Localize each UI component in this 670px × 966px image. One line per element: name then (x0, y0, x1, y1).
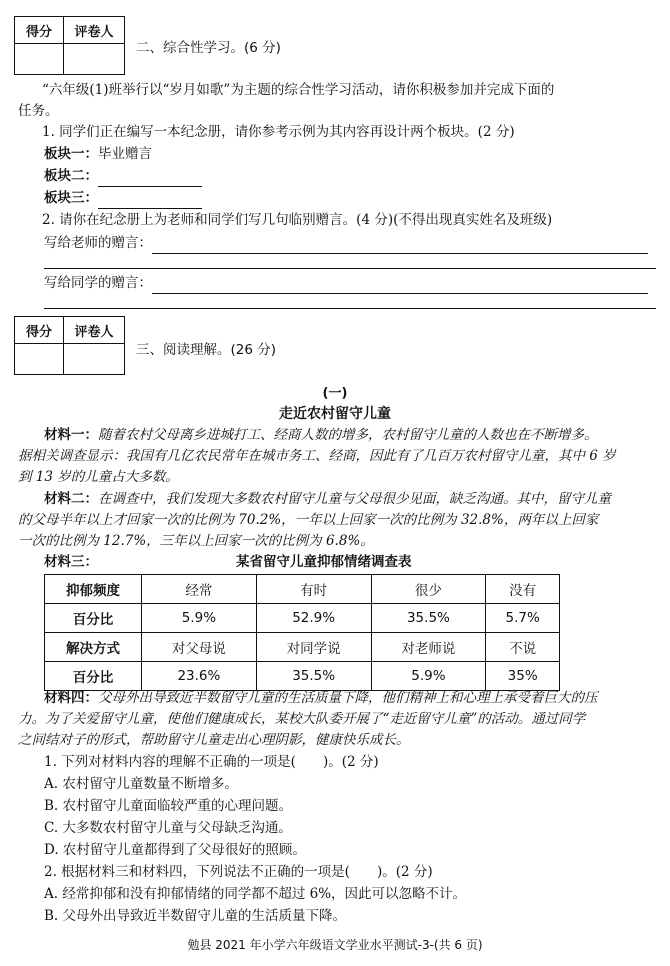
table-cell: 35.5% (371, 604, 486, 633)
score-input-cell[interactable] (15, 344, 64, 375)
table-cell: 百分比 (45, 604, 142, 633)
section3-q2: 2. 根据材料三和材料四，下列说法不正确的一项是( )。(2 分) (44, 864, 433, 880)
q2-option-a: A. 经常抑郁和没有抑郁情绪的同学都不超过 6%，因此可以忽略不计。 (44, 886, 467, 902)
q2-option-b: B. 父母外出导致近半数留守儿童的生活质量下降。 (44, 908, 347, 924)
score-box-section2 (14, 16, 125, 75)
score-label: 得分 (15, 17, 64, 44)
page-footer: 勉县 2021 年小学六年级语文学业水平测试-3-(共 6 页) (187, 938, 483, 952)
q1-option-b: B. 农村留守儿童面临较严重的心理问题。 (44, 798, 293, 814)
section2-title: 二、综合性学习。(6 分) (136, 40, 281, 56)
material1-line1: 材料一：随着农村父母离乡进城打工、经商人数的增多，农村留守儿童的人数也在不断增多。 (44, 427, 598, 443)
table-cell: 不说 (486, 633, 560, 662)
grader-input-cell[interactable] (64, 344, 125, 375)
score-input-cell[interactable] (15, 44, 64, 75)
section2-intro-2: 任务。 (18, 103, 59, 119)
material1-line2: 据相关调查显示：我国有几亿农民常年在城市务工、经商，因此有了几百万农村留守儿童，其中 6 岁 (18, 448, 616, 464)
score-label: 得分 (15, 317, 64, 344)
table-cell: 5.9% (371, 662, 486, 691)
to-classmate-line[interactable] (152, 279, 648, 294)
material2-line2: 的父母半年以上才回家一次的比例为 70.2%，一年以上回家一次的比例为 32.8%，两年以上回家 (18, 512, 599, 528)
table-cell: 百分比 (45, 662, 142, 691)
material4-line2: 力。为了关爱留守儿童，使他们健康成长，某校大队委开展了“走近留守儿童”的活动。通过同学 (18, 711, 586, 727)
block3-label: 板块三： (44, 190, 98, 206)
table-cell: 没有 (486, 575, 560, 604)
survey-table (44, 574, 560, 691)
block2-label: 板块二： (44, 168, 98, 184)
table-row (45, 575, 560, 604)
material2-line3: 一次的比例为 12.7%，三年以上回家一次的比例为 6.8%。 (18, 533, 374, 549)
material2-label: 材料二： (44, 491, 98, 507)
table-cell: 有时 (256, 575, 371, 604)
table-cell: 对父母说 (142, 633, 257, 662)
table-cell: 对同学说 (256, 633, 371, 662)
to-classmate-label: 写给同学的赠言： (44, 275, 152, 291)
score-box-section3 (14, 316, 125, 375)
table-cell: 对老师说 (371, 633, 486, 662)
block1-value: 毕业赠言 (98, 146, 152, 162)
table-cell: 经常 (142, 575, 257, 604)
classmate-second-line[interactable] (44, 308, 656, 309)
table-cell: 35% (486, 662, 560, 691)
grader-label: 评卷人 (64, 17, 125, 44)
material3-label: 材料三： (44, 554, 98, 570)
block1-label: 板块一： (44, 146, 98, 162)
q1-option-d: D. 农村留守儿童都得到了父母很好的照顾。 (44, 842, 306, 858)
table-cell: 23.6% (142, 662, 257, 691)
section3-title: 三、阅读理解。(26 分) (136, 342, 277, 358)
material4-line1: 材料四：父母外出导致近半数留守儿童的生活质量下降，他们精神上和心理上承受着巨大的压 (44, 690, 598, 706)
q1-option-c: C. 大多数农村留守儿童与父母缺乏沟通。 (44, 820, 292, 836)
section2-q1: 1. 同学们正在编写一本纪念册，请你参考示例为其内容再设计两个板块。(2 分) (42, 124, 515, 140)
section2-intro-1: “六年级(1)班举行以“岁月如歌”为主题的综合性学习活动，请你积极参加并完成下面的 (42, 82, 555, 98)
table-row (45, 633, 560, 662)
section3-q1: 1. 下列对材料内容的理解不正确的一项是( )。(2 分) (44, 754, 379, 770)
table-cell: 很少 (371, 575, 486, 604)
material1-line3: 到 13 岁的儿童占大多数。 (18, 469, 179, 485)
teacher-row (44, 233, 656, 254)
block3-answer-line[interactable] (98, 194, 202, 209)
q1-option-a: A. 农村留守儿童数量不断增多。 (44, 776, 238, 792)
material4-line3: 之间结对子的形式，帮助留守儿童走出心理阴影，健康快乐成长。 (18, 732, 410, 748)
block1-row (44, 144, 656, 165)
article-title: 走近农村留守儿童 (279, 406, 391, 422)
table-cell: 5.9% (142, 604, 257, 633)
table-cell: 抑郁频度 (45, 575, 142, 604)
table-cell: 解决方式 (45, 633, 142, 662)
teacher-second-line[interactable] (44, 268, 656, 269)
table-row (45, 662, 560, 691)
material4-label: 材料四： (44, 690, 98, 706)
table-row (45, 604, 560, 633)
grader-label: 评卷人 (64, 317, 125, 344)
survey-table-title: 某省留守儿童抑郁情绪调查表 (236, 554, 412, 570)
table-cell: 52.9% (256, 604, 371, 633)
to-teacher-label: 写给老师的赠言： (44, 235, 152, 251)
block2-row (44, 166, 656, 187)
grader-input-cell[interactable] (64, 44, 125, 75)
part-number: (一) (322, 386, 348, 401)
material2-line1: 材料二：在调查中，我们发现大多数农村留守儿童与父母很少见面，缺乏沟通。其中，留守儿童 (44, 491, 611, 507)
classmate-row (44, 273, 656, 294)
section2-q2: 2. 请你在纪念册上为老师和同学们写几句临别赠言。(4 分)(不得出现真实姓名及班级) (42, 212, 553, 228)
table-cell: 35.5% (256, 662, 371, 691)
block3-row (44, 188, 656, 209)
to-teacher-line[interactable] (152, 239, 648, 254)
material1-label: 材料一： (44, 427, 98, 443)
block2-answer-line[interactable] (98, 172, 202, 187)
table-cell: 5.7% (486, 604, 560, 633)
